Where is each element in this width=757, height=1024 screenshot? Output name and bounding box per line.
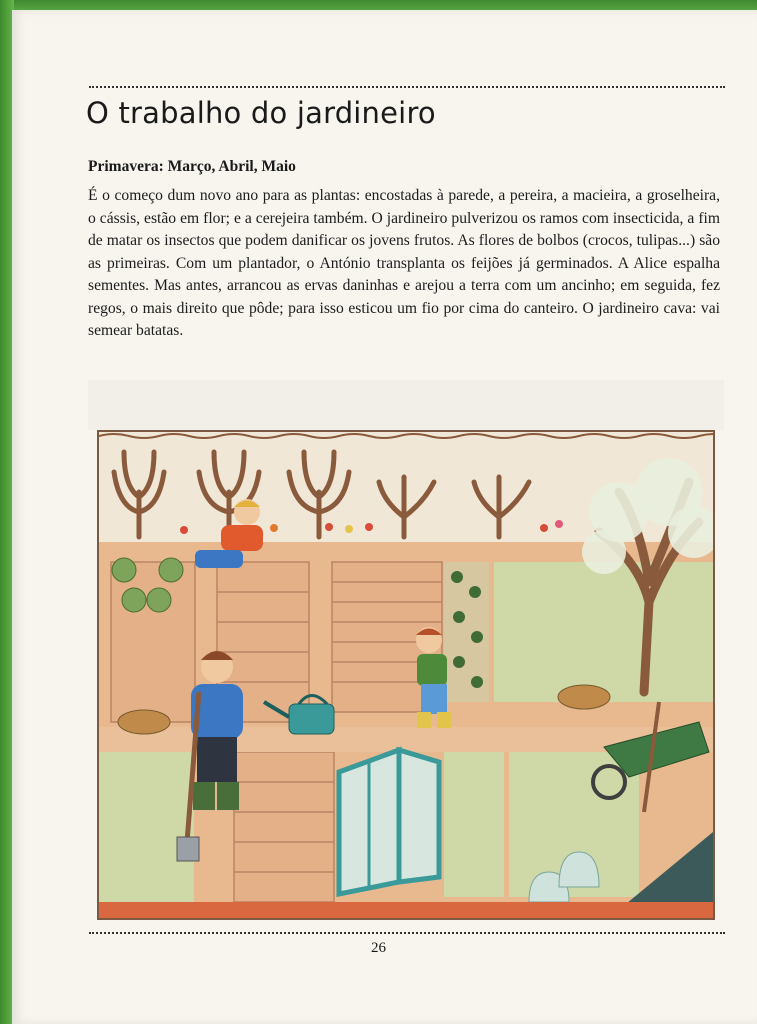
basket [118, 710, 170, 734]
top-dotted-rule [89, 86, 725, 88]
bottom-dotted-rule [89, 932, 725, 934]
grass-plot-right [494, 562, 713, 702]
garden-illustration [97, 430, 715, 920]
body-paragraph: É o começo dum novo ano para as plantas: encostadas à parede, a pereira, a macieira, a groselheira, o cássis, estão em flor; e a cerejeira também. O jardineiro pulverizou os ramos com insecticida, a fim de matar os insectos que podem danificar os jovens frutos. As flores de bolbos (crocos, tulipas...) são as primeiras. Com um plantador, o António transplanta os feijões já germinados. A Alice espalha sementes. Mas antes, arrancou as ervas daninhas e arejou a terra com um ancinho; em seguida, fez regos, o mais direito que pôde; para isso esticou um fio por cima do canteiro. O jardineiro cava: vai semear batatas. [88, 187, 720, 339]
brick-edging [99, 902, 713, 918]
cold-frame [339, 750, 439, 894]
garden-scene [99, 432, 713, 918]
illustration-backdrop [88, 380, 724, 430]
page-title: O trabalho do jardineiro [86, 96, 436, 130]
season-heading: Primavera: Março, Abril, Maio [88, 158, 296, 175]
page-number: 26 [371, 940, 386, 956]
grass-plot-left [99, 742, 194, 902]
lettuce-bed [444, 742, 504, 897]
basket-right [558, 685, 610, 709]
